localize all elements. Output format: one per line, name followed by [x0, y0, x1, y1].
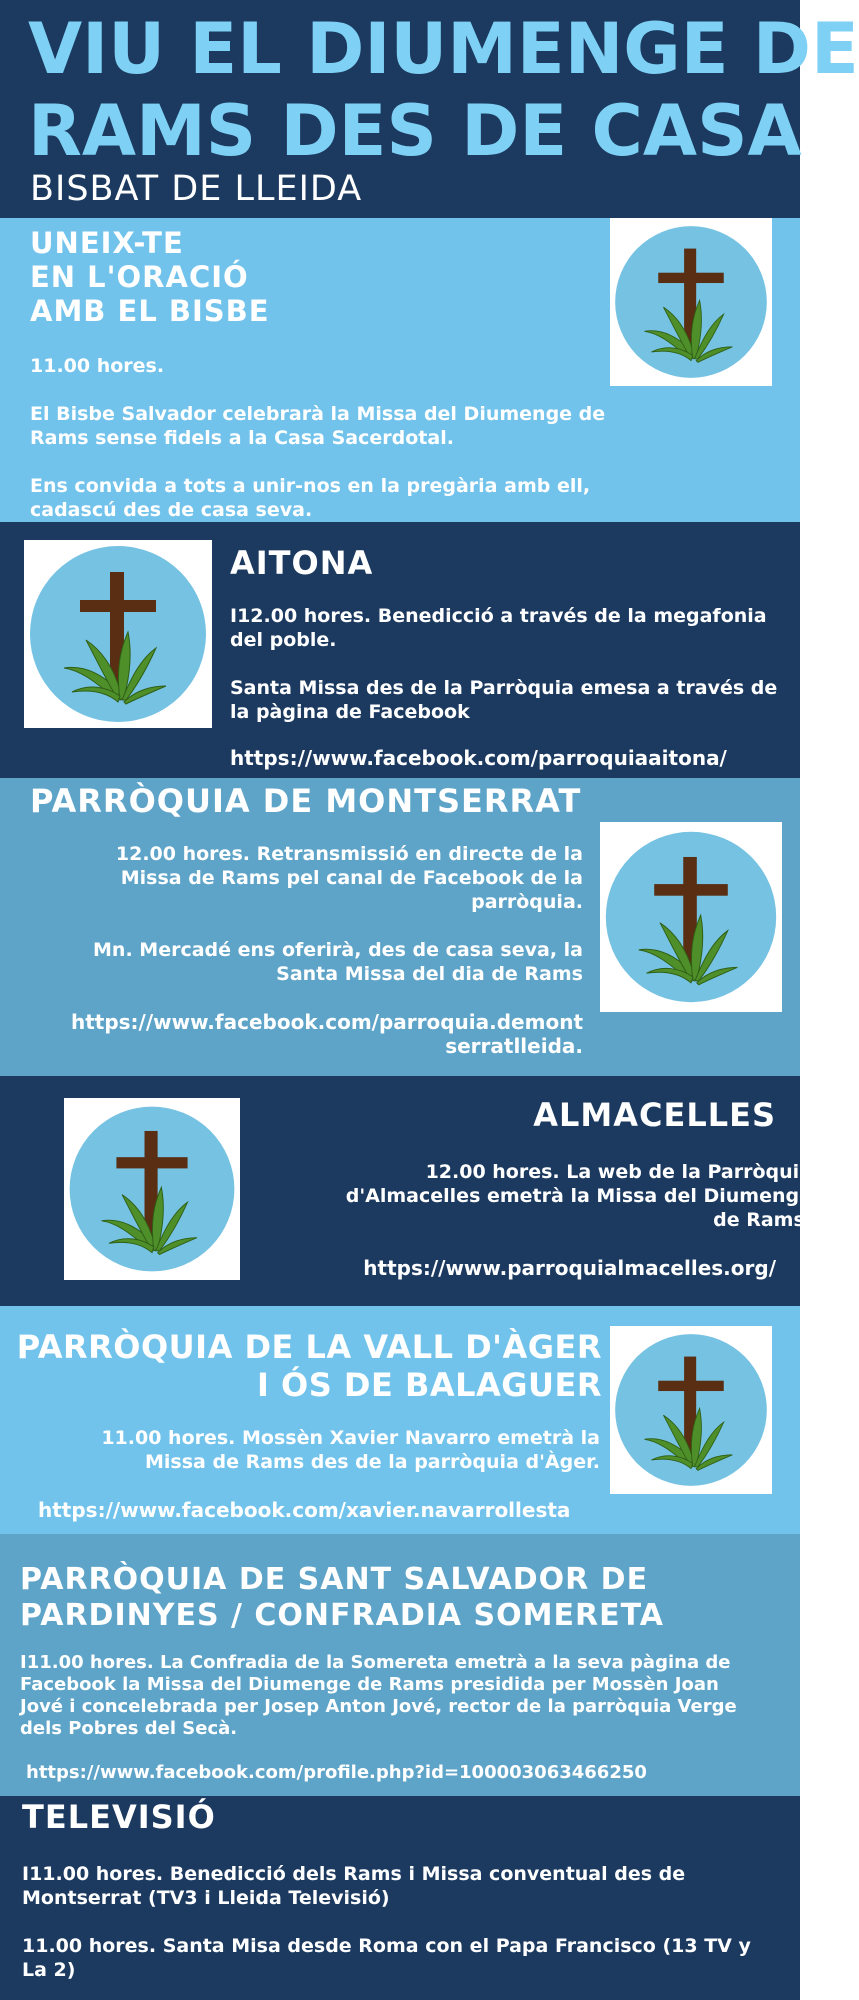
cross-with-palm-svg: [610, 218, 772, 386]
facebook-link[interactable]: https://www.facebook.com/xavier.navarrollesta: [38, 1498, 571, 1522]
heading-line-2: I ÓS DE BALAGUER: [256, 1366, 602, 1404]
section-text: [340, 1160, 812, 1232]
section-text: [30, 354, 620, 522]
section-heading: [20, 1562, 664, 1634]
section-aitona: [0, 522, 800, 778]
link-line-2: serratlleida.: [445, 1034, 583, 1058]
section-heading: ALMACELLES: [533, 1096, 776, 1134]
section-heading: AITONA: [230, 544, 374, 582]
cross-with-palm-svg: [24, 540, 212, 728]
heading-line-2: EN L'ORACIÓ: [30, 260, 249, 294]
paragraph-1: I12.00 hores. Benedicció a través de la megafonia del poble.: [230, 605, 767, 651]
paragraph-1: 12.00 hores. Retransmissió en directe de la Missa de Rams pel canal de Facebook de la parròquia.: [115, 843, 583, 913]
heading-line-1: PARRÒQUIA DE LA VALL D'ÀGER: [16, 1328, 602, 1366]
section-montserrat: [0, 778, 800, 1076]
paragraph-1: 12.00 hores. La web de la Parròquia d'Almacelles emetrà la Missa del Diumenge de Rams.: [345, 1161, 812, 1231]
cross-with-palm-icon: [610, 218, 772, 386]
section-almacelles: [0, 1076, 812, 1306]
page-title: [28, 8, 859, 172]
paragraph-2: Mn. Mercadé ens oferirà, des de casa seva, la Santa Missa del dia de Rams: [93, 939, 583, 985]
section-text: [20, 1652, 750, 1740]
paragraph-1: I11.00 hores. Benedicció dels Rams i Missa conventual des de Montserrat (TV3 i Lleida Televisió): [22, 1863, 686, 1909]
cross-with-palm-icon: [24, 540, 212, 728]
title-line-1: VIU EL DIUMENGE DE: [28, 8, 859, 90]
section-text: [50, 842, 583, 986]
section-text: [22, 1862, 782, 1982]
header: [0, 0, 859, 218]
website-link[interactable]: https://www.parroquialmacelles.org/: [363, 1256, 776, 1280]
cross-with-palm-svg: [64, 1098, 240, 1280]
section-text: [230, 604, 790, 724]
section-heading: PARRÒQUIA DE MONTSERRAT: [30, 782, 582, 820]
cross-with-palm-icon: [610, 1326, 772, 1494]
heading-line-1: UNEIX-TE: [30, 226, 184, 260]
section-heading: [0, 1328, 602, 1404]
heading-line-2: PARDINYES / CONFRADIA SOMERETA: [20, 1598, 664, 1633]
section-heading: [30, 226, 270, 328]
cross-with-palm-svg: [600, 822, 782, 1012]
heading-line-1: PARRÒQUIA DE SANT SALVADOR DE: [20, 1562, 649, 1597]
facebook-link[interactable]: https://www.facebook.com/parroquiaaitona/: [230, 746, 727, 770]
section-heading: TELEVISIÓ: [22, 1798, 216, 1836]
section-bisbe: [0, 218, 800, 522]
title-line-2: RAMS DES DE CASA: [28, 90, 802, 172]
paragraph-1: El Bisbe Salvador celebrarà la Missa del Diumenge de Rams sense fidels a la Casa Sacerdotal.: [30, 403, 606, 449]
page-subtitle: BISBAT DE LLEIDA: [30, 169, 363, 209]
facebook-link[interactable]: [30, 1010, 583, 1058]
section-televisio: [0, 1796, 800, 2000]
paragraph-1: 11.00 hores. Mossèn Xavier Navarro emetrà la Missa de Rams des de la parròquia d'Àger.: [101, 1427, 600, 1473]
paragraph-2: Ens convida a tots a unir-nos en la pregària amb ell, cadascú des de casa seva.: [30, 475, 591, 521]
cross-with-palm-svg: [610, 1326, 772, 1494]
heading-line-3: AMB EL BISBE: [30, 294, 270, 328]
section-ager: [0, 1306, 800, 1534]
paragraph-2: Santa Missa des de la Parròquia emesa a través de la pàgina de Facebook: [230, 677, 778, 723]
cross-with-palm-icon: [600, 822, 782, 1012]
section-pardinyes: [0, 1534, 800, 1796]
section-text: [60, 1426, 600, 1474]
link-line-1: https://www.facebook.com/parroquia.demont: [70, 1010, 583, 1034]
time-text: 11.00 hores.: [30, 355, 165, 377]
facebook-link[interactable]: https://www.facebook.com/profile.php?id=100003063466250: [26, 1762, 647, 1783]
paragraph-2: 11.00 hores. Santa Misa desde Roma con el Papa Francisco (13 TV y La 2): [22, 1935, 751, 1981]
cross-with-palm-icon: [64, 1098, 240, 1280]
paragraph-1: I11.00 hores. La Confradia de la Somereta emetrà a la seva pàgina de Facebook la Missa del Diumenge de Rams presidida per Mossèn Joan Jové i concelebrada per Josep Anton Jové, rector de la parròquia Verge dels Pobres del Secà.: [20, 1652, 737, 1739]
